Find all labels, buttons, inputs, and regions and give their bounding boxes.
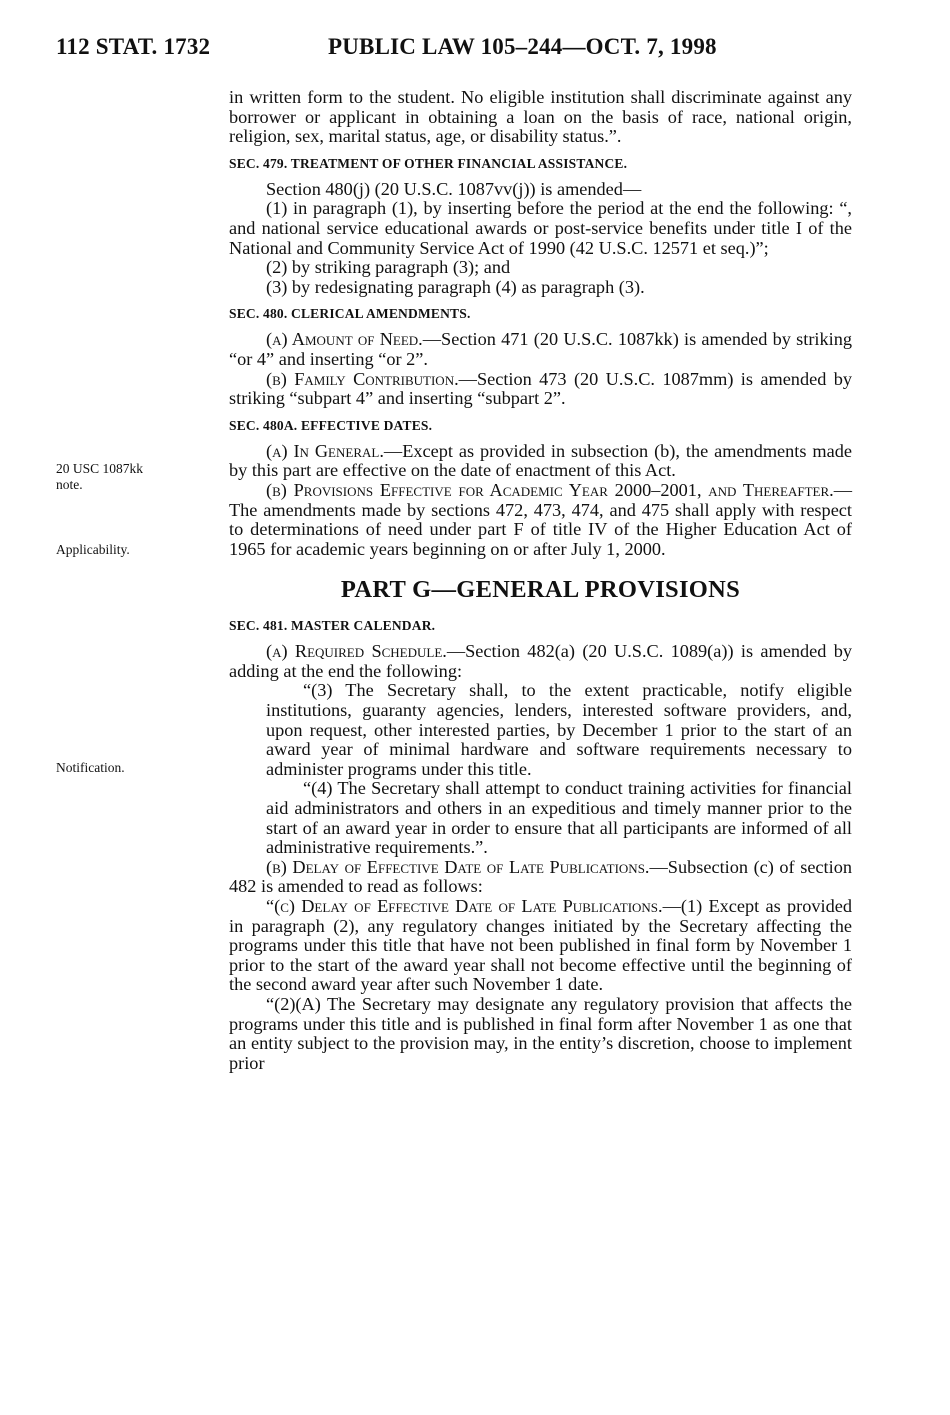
section-479-intro: Section 480(j) (20 U.S.C. 1087vv(j)) is amended— bbox=[266, 178, 642, 199]
section-480a-b-head: (b) Provisions Effective for Academic Year 2000–2001, and Thereafter. bbox=[266, 479, 834, 500]
section-480-a-head: (a) Amount of Need. bbox=[266, 329, 423, 350]
section-480a-a-head: (a) In General. bbox=[266, 440, 384, 461]
section-481-c-text: —(1) Except as provided in paragraph (2), any regulatory changes initiated by the Secretary affecting the programs under this title that have not been published in final form by November 1 prior to the start of the award year shall not become effective until the beginning of the second award year after such November 1 date. bbox=[229, 896, 852, 995]
margin-note-notification: Notification. bbox=[56, 760, 125, 775]
section-480a-a-text: —Except as provided in subsection (b), the amendments made by this part are effective on the date of enactment of this Act. bbox=[229, 440, 852, 481]
section-480-b bbox=[229, 370, 852, 409]
section-481-a-text: —Section 482(a) (20 U.S.C. 1089(a)) is amended by adding at the end the following: bbox=[229, 641, 852, 681]
paragraph-continuation: in written form to the student. No eligible institution shall discriminate against any borrower or applicant in obtaining a loan on the basis of race, national origin, religion, sex, marital status, age, or disability status.”. bbox=[229, 87, 852, 147]
main-text-column bbox=[229, 88, 852, 1073]
section-481-a-head: (a) Required Schedule. bbox=[266, 641, 447, 662]
section-480a-b-text: —The amendments made by sections 472, 473, 474, and 475 shall apply with respect to determinations of need under part F of title IV of the Higher Education Act of 1965 for academic years beginning on or after July 1, 2000. bbox=[229, 479, 852, 559]
section-481-a-4: “(4) The Secretary shall attempt to conduct training activities for financial aid administrators and others in an expeditious and timely manner prior to the start of an award year in order to ensure that all participants are informed of all administrative requirements.”. bbox=[266, 778, 852, 858]
section-481-c-head: “(c) Delay of Effective Date of Late Publications. bbox=[266, 896, 663, 916]
section-481-a bbox=[229, 642, 852, 681]
section-479-heading: SEC. 479. TREATMENT OF OTHER FINANCIAL ASSISTANCE. bbox=[229, 155, 628, 171]
section-480-b-head: (b) Family Contribution. bbox=[266, 368, 459, 389]
section-480a-b bbox=[229, 481, 852, 559]
margin-note-usc bbox=[56, 461, 196, 493]
section-480a-heading: SEC. 480A. EFFECTIVE DATES. bbox=[229, 417, 433, 433]
part-g-title: PART G—GENERAL PROVISIONS bbox=[340, 576, 741, 604]
margin-note-usc-line1: 20 USC 1087kk bbox=[56, 461, 144, 476]
section-481-heading: SEC. 481. MASTER CALENDAR. bbox=[229, 618, 436, 634]
section-480a-a bbox=[229, 442, 852, 481]
section-479-item-3: (3) by redesignating paragraph (4) as paragraph (3). bbox=[266, 276, 645, 297]
section-480-a-text: —Section 471 (20 U.S.C. 1087kk) is amended by striking “or 4” and inserting “or 2”. bbox=[229, 329, 852, 369]
section-481-b-text: —Subsection (c) of section 482 is amended to read as follows: bbox=[229, 856, 852, 897]
section-481-c-2: “(2)(A) The Secretary may designate any regulatory provision that affects the programs under this title and is published in final form after November 1 as one that an entity subject to the provision may, in the entity’s discretion, choose to implement prior bbox=[229, 993, 852, 1073]
section-481-a-3: “(3) The Secretary shall, to the extent practicable, notify eligible institutions, guaranty agencies, lenders, interested software providers, and, upon request, other interested parties, by December 1 prior to the start of an award year of minimal hardware and software requirements necessary to administer programs under this title. bbox=[266, 680, 852, 779]
section-481-b bbox=[229, 858, 852, 897]
section-481-b-head: (b) Delay of Effective Date of Late Publications. bbox=[266, 856, 650, 877]
page-number-header: 112 STAT. 1732 bbox=[56, 34, 211, 59]
public-law-header: PUBLIC LAW 105–244—OCT. 7, 1998 bbox=[328, 34, 717, 59]
section-479-item-2: (2) by striking paragraph (3); and bbox=[266, 257, 511, 278]
margin-note-applicability: Applicability. bbox=[56, 542, 130, 557]
margin-note-usc-line2: note. bbox=[56, 477, 83, 492]
section-481-c-1 bbox=[229, 897, 852, 995]
section-480-a bbox=[229, 330, 852, 369]
section-480-heading: SEC. 480. CLERICAL AMENDMENTS. bbox=[229, 306, 471, 322]
section-479-item-1: (1) in paragraph (1), by inserting before the period at the end the following: “, and national service educational awards or post-service benefits under title I of the National and Community Service Act of 1990 (42 U.S.C. 12571 et seq.)”; bbox=[229, 198, 852, 258]
section-480-b-text: —Section 473 (20 U.S.C. 1087mm) is amended by striking “subpart 4” and inserting “subpart 2”. bbox=[229, 368, 852, 409]
